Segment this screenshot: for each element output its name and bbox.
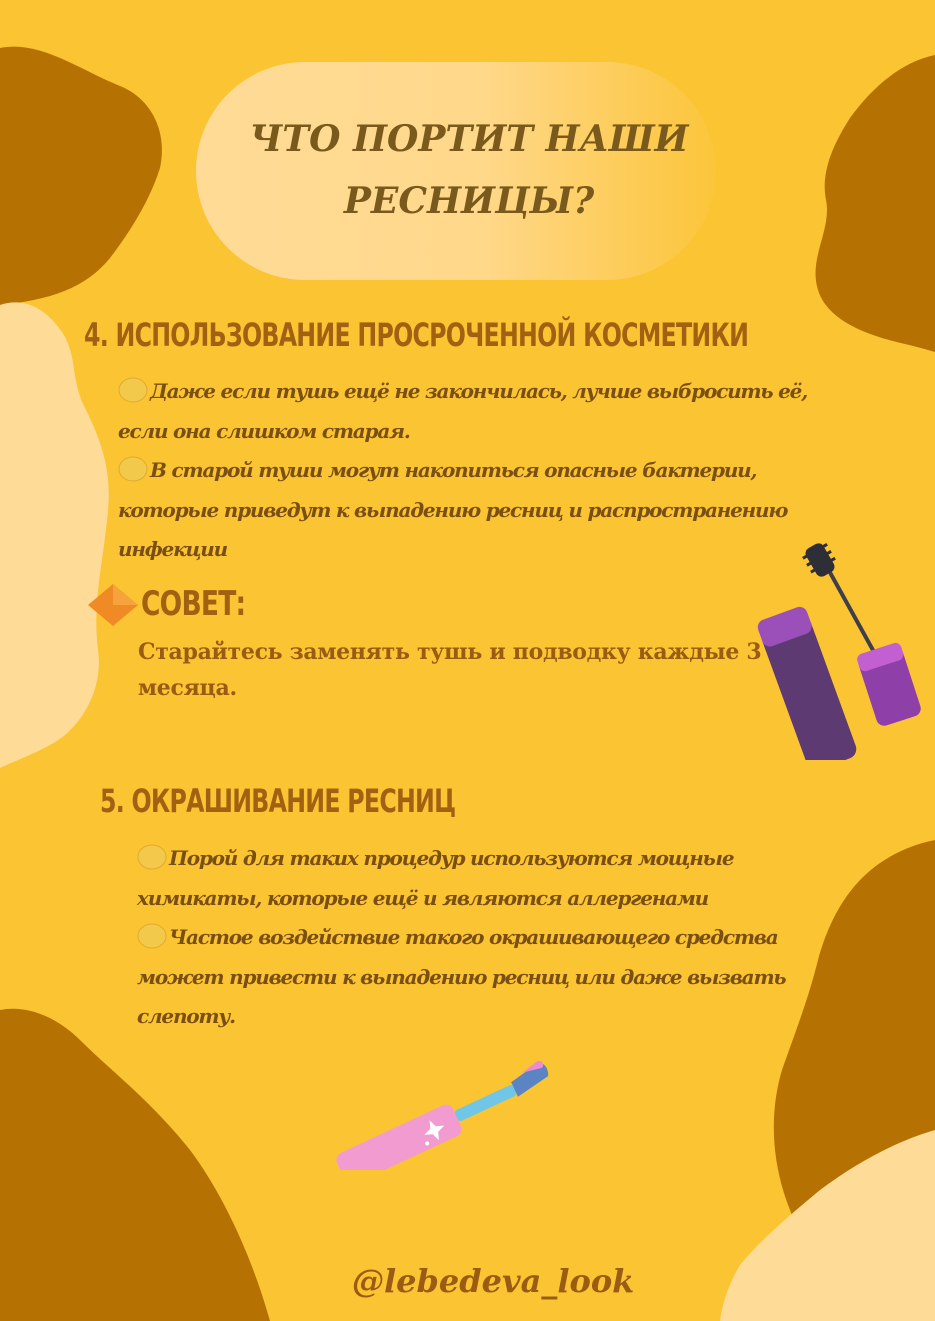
title-line-2: РЕСНИЦЫ? [343,180,595,222]
yellow-circle-icon [137,923,167,949]
section-4-bullet-2: В старой туши могут накопиться опасные бактерии, которые приведут к выпадению ресниц и распространению инфекции [118,458,788,561]
title-line-1: ЧТО ПОРТИТ НАШИ [249,118,689,160]
yellow-circle-icon [118,456,148,482]
tip-text: Старайтесь заменять тушь и подводку каждые 3 месяца. [138,639,762,701]
brush-top-left [0,47,162,305]
tip-label: СОВЕТ: [141,584,246,624]
brush-top-right [816,55,935,352]
lip-gloss-icon [322,1048,562,1170]
mascara-icon [752,540,932,760]
section-5-body [137,839,797,1037]
section-4-bullet-1: Даже если тушь ещё не закончилась, лучше выбросить её, если она слишком старая. [118,379,807,443]
section-5-bullet-2: Частое воздействие такого окрашивающего средства может привести к выпадению ресниц или даже вызвать слепоту. [137,925,786,1028]
yellow-circle-icon [118,377,148,403]
brush-light-left [0,302,109,768]
section-5-bullet-1: Порой для таких процедур используются мощные химикаты, которые ещё и являются аллергенами [137,846,734,910]
yellow-circle-icon [137,844,167,870]
section-4-body [118,372,818,570]
author-handle[interactable]: @lebedeva_look [352,1262,635,1300]
orange-diamond-icon [86,582,140,628]
section-4-heading: 4. ИСПОЛЬЗОВАНИЕ ПРОСРОЧЕННОЙ КОСМЕТИКИ [84,316,749,354]
section-5-heading: 5. ОКРАШИВАНИЕ РЕСНИЦ [100,782,456,820]
page-title [196,108,742,232]
brush-bottom-left [0,1009,270,1321]
